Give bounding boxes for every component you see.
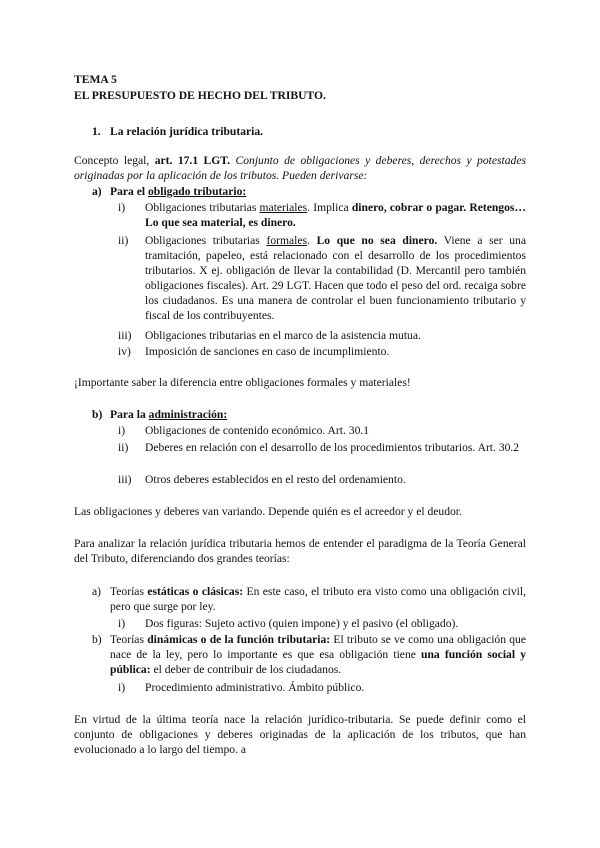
intro-prefix: Concepto legal, — [74, 154, 155, 167]
list-b-heading-underlined: administración: — [148, 408, 228, 421]
list-item-text: Procedimiento administrativo. Ámbito público. — [145, 681, 365, 694]
list-item-text: Dos figuras: Sujeto activo (quien impone) y el pasivo (el obligado). — [145, 617, 459, 630]
list-a-heading-underlined: obligado tributario: — [148, 185, 247, 198]
list-item-text: Obligaciones tributarias materiales. Implica dinero, cobrar o pagar. Retengos… Lo que sea material, es dinero. — [145, 201, 526, 229]
section-number: 1. — [92, 125, 101, 138]
list-b-heading — [110, 407, 227, 422]
paragraph-variation: Las obligaciones y deberes van variando. Depende quién es el acreedor y el deudor. — [74, 505, 462, 518]
list-item-number: i) — [118, 424, 126, 437]
list-item-number: a) — [92, 585, 102, 598]
list-item-text: Otros deberes establecidos en el resto del ordenamiento. — [145, 473, 406, 486]
list-a-heading-prefix: Para el — [110, 185, 148, 198]
tema-label: TEMA 5 — [74, 73, 117, 86]
list-item-text: Imposición de sanciones en caso de incumplimiento. — [145, 345, 390, 358]
list-item-number: iii) — [118, 329, 132, 342]
intro-paragraph — [74, 153, 526, 183]
list-item-number: i) — [118, 681, 126, 694]
list-item-number: iv) — [118, 345, 131, 358]
note-paragraph: ¡Importante saber la diferencia entre obligaciones formales y materiales! — [74, 376, 411, 389]
list-item-text: Obligaciones de contenido económico. Art. 30.1 — [145, 424, 370, 437]
list-a-label: a) — [92, 185, 102, 198]
page-title: EL PRESUPUESTO DE HECHO DEL TRIBUTO. — [74, 89, 326, 102]
intro-definition: Conjunto de obligaciones y deberes, derechos y potestades originadas por la aplicación de los tributos. Pueden derivarse: — [74, 154, 526, 182]
list-item-number: ii) — [118, 441, 129, 454]
paragraph-theories-intro: Para analizar la relación jurídica tributaria hemos de entender el paradigma de la Teoría General del Tributo, diferenciando dos grandes teorías: — [74, 537, 526, 565]
paragraph-final: En virtud de la última teoría nace la relación jurídico-tributaria. Se puede definir como el conjunto de obligaciones y deberes originadas de la aplicación de los tributos, que han evolucionado a lo largo del tiempo. a — [74, 713, 526, 756]
list-b-label: b) — [92, 408, 103, 421]
list-a-heading — [110, 184, 246, 199]
list-item-number: i) — [118, 201, 126, 214]
list-b-heading-prefix: Para la — [110, 408, 149, 421]
list-item-number: b) — [92, 633, 102, 646]
list-item-text: Deberes en relación con el desarrollo de los procedimientos tributarios. Art. 30.2 — [145, 441, 520, 454]
list-item-number: ii) — [118, 234, 129, 247]
list-item-text: Obligaciones tributarias formales. Lo que no sea dinero. Viene a ser una tramitación, papeleo, está relacionado con el desarrollo de los procedimientos tributarios. X ej. obligación de llevar la contabilidad (D. Mercantil pero también obligaciones fiscales). Art. 29 LGT. Hacen que todo el peso del ord. recaiga sobre los ciudadanos. Es una manera de controlar el buen funcionamiento tributario y fiscal de los contribuyentes. — [145, 234, 527, 322]
list-item-number: iii) — [118, 473, 132, 486]
intro-article: art. 17.1 LGT. — [154, 154, 231, 167]
list-item-text: Teorías estáticas o clásicas: En este caso, el tributo era visto como una obligación civil, pero que surge por ley. — [110, 585, 526, 613]
list-item-text: Obligaciones tributarias en el marco de la asistencia mutua. — [145, 329, 421, 342]
list-item-text: Teorías dinámicas o de la función tributaria: El tributo se ve como una obligación que nace de la ley, pero lo importante es que esa obligación tiene una función social y pública: el deber de contribuir de los ciudadanos. — [110, 633, 526, 676]
section-title: La relación jurídica tributaria. — [110, 125, 264, 138]
list-item-number: i) — [118, 617, 126, 630]
